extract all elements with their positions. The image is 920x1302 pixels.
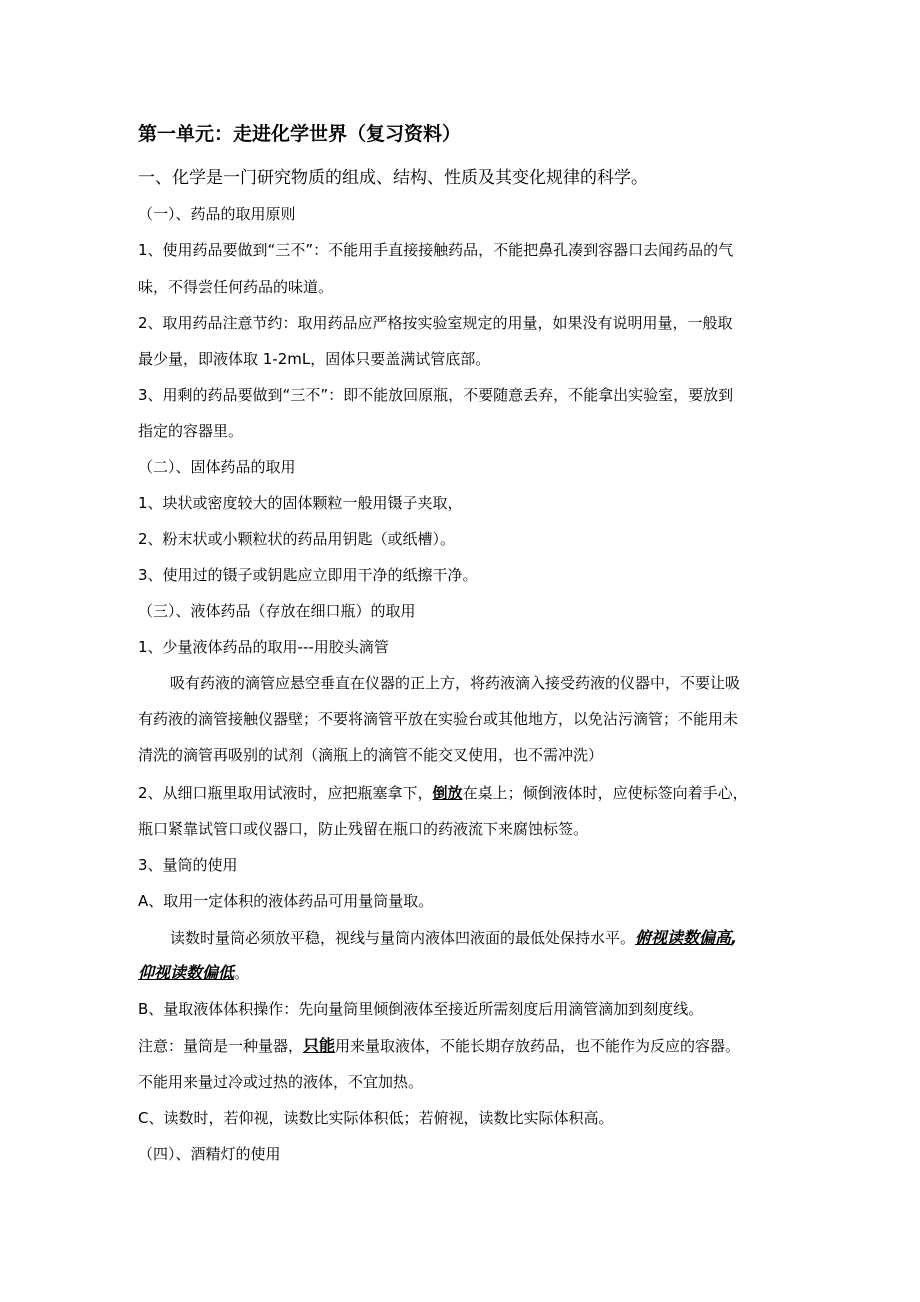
text-run: 读数时量筒必须放平稳，视线与量筒内液体凹液面的最低处保持水平。 (170, 929, 636, 947)
text-run: 注意：量筒是一种量器， (138, 1037, 304, 1055)
paragraph-line: A、取用一定体积的液体药品可用量筒量取。 (138, 892, 434, 910)
subheading: 3、量筒的使用 (138, 856, 238, 874)
paragraph-line: 不能用来量过冷或过热的液体，不宜加热。 (138, 1073, 424, 1091)
paragraph-line: 有药液的滴管接触仪器壁；不要将滴管平放在实验台或其他地方，以免沾污滴管；不能用未 (138, 710, 739, 728)
section-heading: 一、化学是一门研究物质的组成、结构、性质及其变化规律的科学。 (138, 168, 648, 188)
paragraph-line: 1、使用药品要做到“三不”：不能用手直接接触药品，不能把鼻孔凑到容器口去闻药品的气 (138, 241, 734, 259)
paragraph-line: 2、取用药品注意节约：取用药品应严格按实验室规定的用量，如果没有说明用量，一般取 (138, 314, 733, 332)
paragraph-line: 3、使用过的镊子或钥匙应立即用干净的纸擦干净。 (138, 566, 478, 584)
text-run: 用来量取液体，不能长期存放药品，也不能作为反应的容器。 (335, 1037, 741, 1055)
paragraph-line (138, 1036, 740, 1056)
paragraph-line: 最少量，即液体取 1-2mL，固体只要盖满试管底部。 (138, 350, 491, 368)
paragraph-line (138, 783, 748, 803)
emphasis-text: 俯视读数偏高 (635, 928, 732, 947)
text-run: 2、从细口瓶里取用试液时，应把瓶塞拿下， (138, 784, 433, 802)
paragraph-line: 吸有药液的滴管应悬空垂直在仪器的正上方，将药液滴入接受药液的仪器中，不要让吸 (170, 674, 741, 692)
paragraph-line: 1、少量液体药品的取用---用胶头滴管 (138, 638, 389, 656)
subheading: （二）、固体药品的取用 (138, 458, 296, 476)
paragraph-line: 指定的容器里。 (138, 422, 244, 440)
paragraph-line: 3、用剩的药品要做到“三不”：即不能放回原瓶，不要随意丢弃，不能拿出实验室，要放到 (138, 386, 734, 404)
text-run: 在桌上；倾倒液体时，应使标签向着手心， (462, 784, 748, 802)
emphasis-text: 倒放 (432, 784, 463, 802)
subheading: （四）、酒精灯的使用 (138, 1145, 281, 1163)
paragraph-line: 2、粉末状或小颗粒状的药品用钥匙（或纸槽）。 (138, 530, 456, 548)
text-run: 。 (234, 964, 250, 982)
subheading: （一）、药品的取用原则 (138, 205, 296, 223)
paragraph-line (170, 928, 737, 948)
document-title: 第一单元：走进化学世界（复习资料） (138, 123, 462, 145)
paragraph-line: B、量取液体体积操作：先向量筒里倾倒液体至接近所需刻度后用滴管滴加到刻度线。 (138, 1000, 704, 1018)
paragraph-line: C、读数时，若仰视，读数比实际体积低；若俯视，读数比实际体积高。 (138, 1109, 614, 1127)
paragraph-line: 清洗的滴管再吸别的试剂（滴瓶上的滴管不能交叉使用，也不需冲洗） (138, 746, 604, 764)
subheading: （三）、液体药品（存放在细口瓶）的取用 (138, 602, 416, 620)
emphasis-text: 仰视读数偏低 (138, 963, 235, 982)
text-run: , (731, 928, 738, 947)
emphasis-text: 只能 (303, 1036, 336, 1055)
paragraph-line: 1、块状或密度较大的固体颗粒一般用镊子夹取， (138, 494, 463, 512)
paragraph-line: 瓶口紧靠试管口或仪器口，防止残留在瓶口的药液流下来腐蚀标签。 (138, 820, 589, 838)
paragraph-line: 味，不得尝任何药品的味道。 (138, 278, 334, 296)
paragraph-line (138, 963, 249, 983)
